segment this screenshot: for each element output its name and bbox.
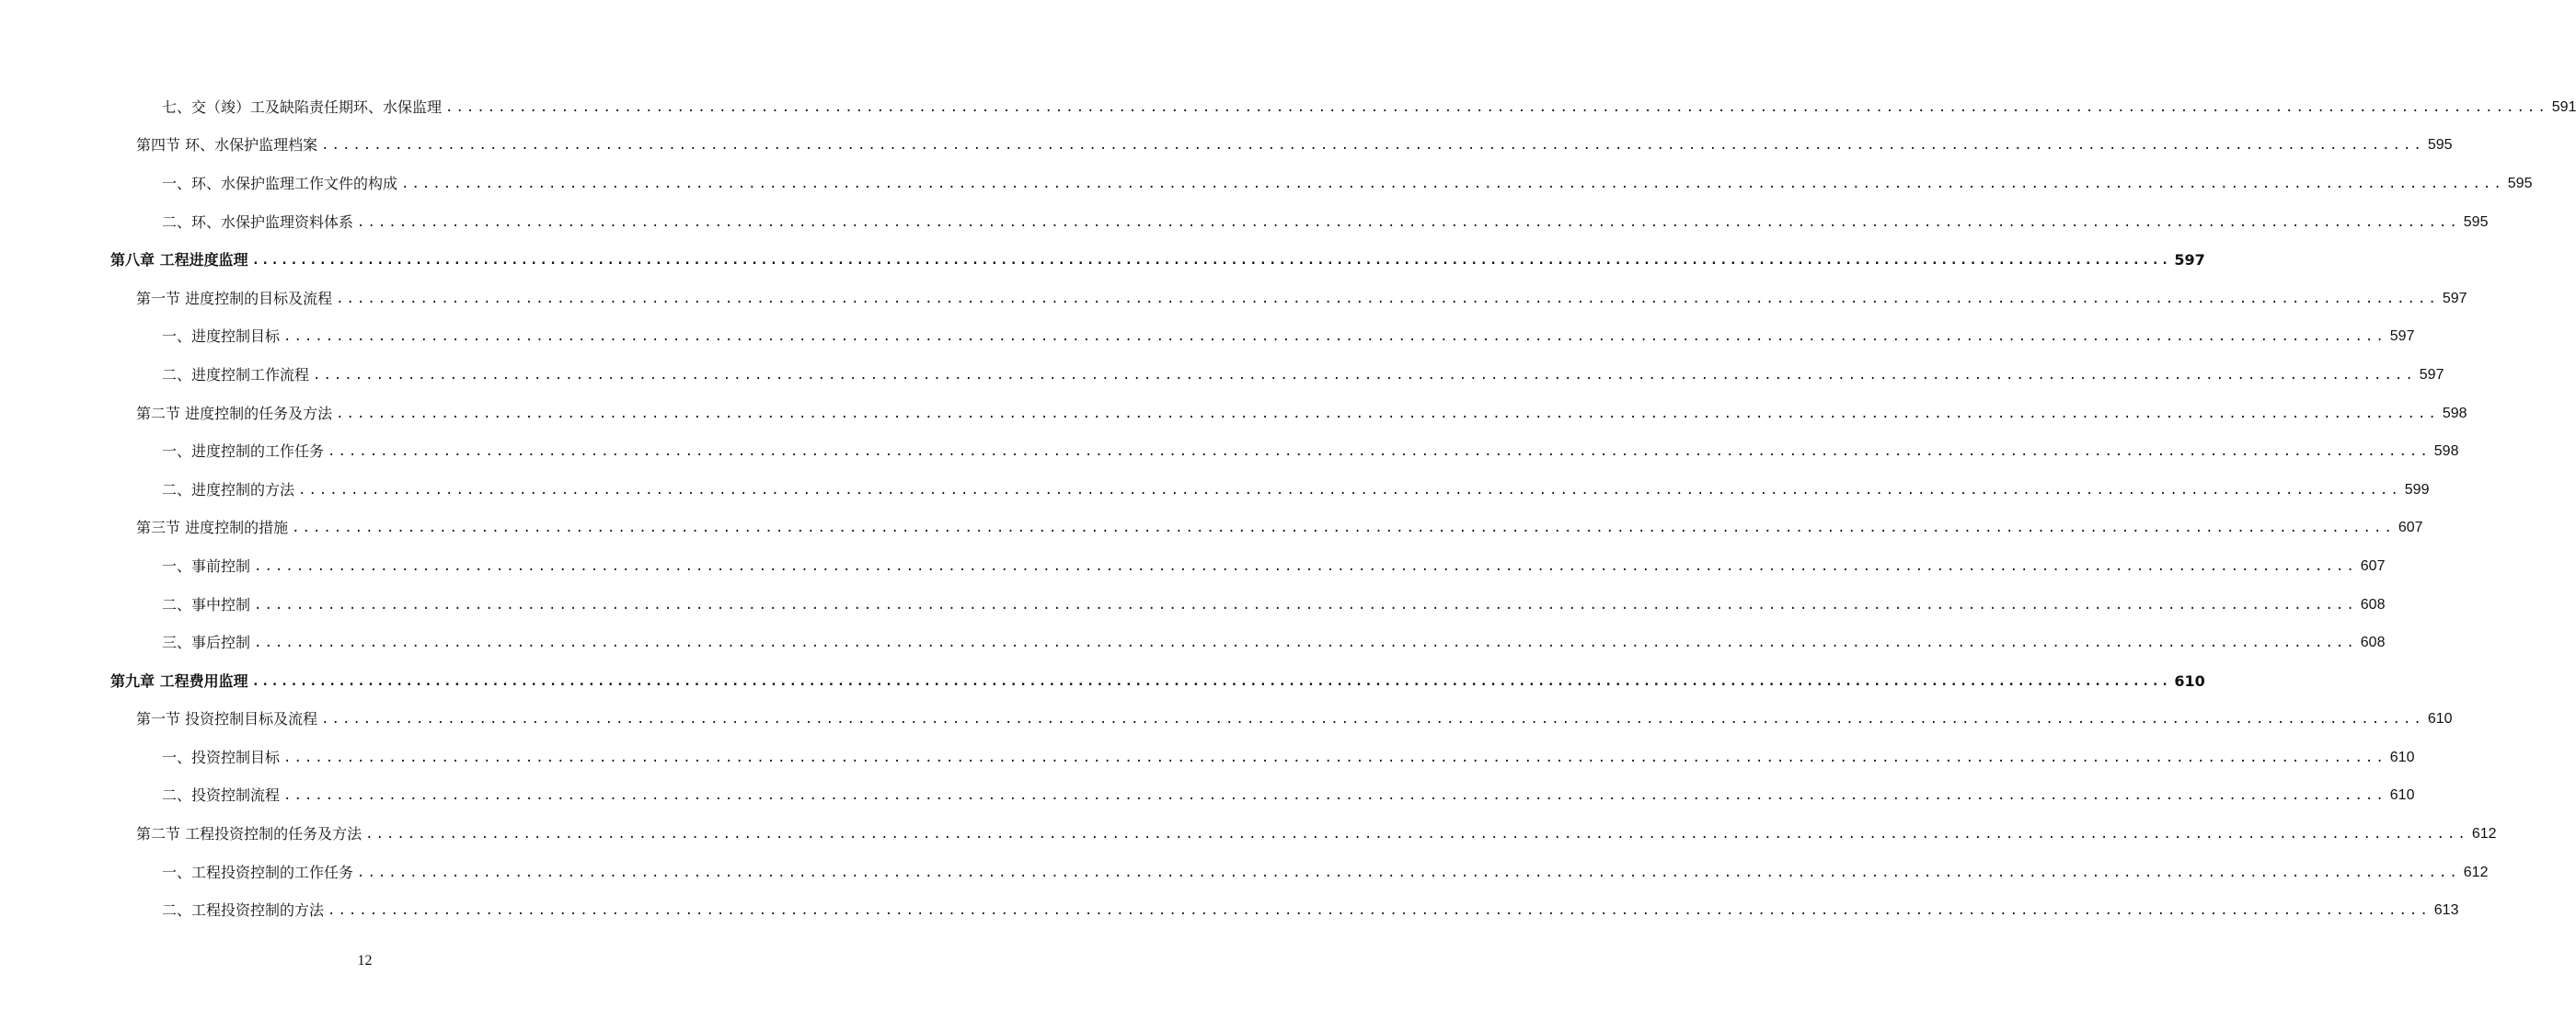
- toc-section-entry: [0, 280, 2467, 318]
- toc-section-entry: [0, 127, 2453, 166]
- toc-dot-leader: ........................................................................................................................................................................................................: [251, 673, 2171, 689]
- toc-entry-page: 597: [2389, 328, 2415, 345]
- toc-dot-leader: ........................................................................................................................................................................................................: [283, 750, 2386, 765]
- toc-entry-title: 一、环、水保护监理工作文件的构成: [162, 174, 398, 192]
- toc-section-entry: [0, 701, 2453, 740]
- toc-entry-title: 第三节 进度控制的措施: [136, 519, 289, 537]
- toc-entry-title: 一、工程投资控制的工作任务: [162, 863, 354, 881]
- toc-entry-page: 597: [2419, 366, 2444, 383]
- toc-entry-page: 598: [2433, 443, 2459, 460]
- toc-dot-leader: ........................................................................................................................................................................................................: [336, 406, 2439, 421]
- toc-dot-leader: ........................................................................................................................................................................................................: [328, 444, 2431, 460]
- toc-entry-page: 598: [2442, 405, 2467, 421]
- toc-entry-title: 第八章 工程进度监理: [110, 251, 248, 269]
- toc-dot-leader: ........................................................................................................................................................................................................: [283, 329, 2386, 345]
- toc-entry-page: 607: [2398, 520, 2423, 536]
- toc-entry-page: 599: [2404, 481, 2430, 498]
- toc-entry-page: 610: [2427, 711, 2453, 728]
- toc-chapter-entry: [0, 662, 2205, 701]
- toc-entry-page: 597: [2442, 290, 2467, 306]
- toc-subsection-entry: [0, 88, 2576, 127]
- toc-dot-leader: ........................................................................................................................................................................................................: [328, 903, 2431, 919]
- toc-entry-title: 第一节 投资控制目标及流程: [136, 710, 318, 728]
- toc-subsection-entry: [0, 547, 2386, 586]
- toc-entry-page: 591: [2551, 98, 2576, 115]
- toc-entry-title: 二、进度控制的方法: [162, 480, 295, 499]
- toc-subsection-entry: [0, 739, 2415, 777]
- toc-entry-page: 610: [2389, 787, 2415, 804]
- toc-entry-title: 第四节 环、水保护监理档案: [136, 136, 318, 155]
- toc-entry-page: 613: [2433, 902, 2459, 919]
- toc-entry-title: 二、环、水保护监理资料体系: [162, 212, 354, 231]
- toc-dot-leader: ........................................................................................................................................................................................................: [357, 865, 2460, 880]
- table-of-contents: [0, 88, 2576, 930]
- toc-entry-page: 595: [2463, 213, 2489, 230]
- toc-dot-leader: ........................................................................................................................................................................................................: [357, 214, 2460, 230]
- toc-section-entry: [0, 510, 2423, 548]
- toc-entry-title: 一、进度控制目标: [162, 327, 281, 346]
- toc-entry-page: 595: [2427, 137, 2453, 154]
- toc-dot-leader: ........................................................................................................................................................................................................: [251, 253, 2171, 269]
- toc-dot-leader: ........................................................................................................................................................................................................: [336, 291, 2439, 306]
- toc-entry-page: 608: [2360, 596, 2386, 613]
- toc-dot-leader: ........................................................................................................................................................................................................: [401, 176, 2504, 191]
- toc-chapter-entry: [0, 241, 2205, 280]
- page-number: 12: [357, 953, 373, 969]
- toc-entry-page: 608: [2360, 635, 2386, 651]
- toc-entry-title: 七、交（竣）工及缺陷责任期环、水保监理: [162, 97, 443, 116]
- toc-dot-leader: ........................................................................................................................................................................................................: [292, 521, 2395, 536]
- toc-entry-title: 一、进度控制的工作任务: [162, 442, 325, 461]
- toc-entry-page: 612: [2471, 826, 2497, 843]
- toc-subsection-entry: [0, 777, 2415, 816]
- toc-dot-leader: ........................................................................................................................................................................................................: [445, 99, 2548, 115]
- toc-subsection-entry: [0, 891, 2459, 930]
- toc-entry-title: 一、投资控制目标: [162, 748, 281, 766]
- toc-dot-leader: ........................................................................................................................................................................................................: [321, 712, 2424, 728]
- toc-entry-title: 二、事中控制: [162, 595, 251, 613]
- toc-entry-page: 597: [2174, 251, 2205, 269]
- toc-entry-title: 二、投资控制流程: [162, 786, 281, 805]
- toc-entry-page: 607: [2360, 557, 2386, 574]
- toc-subsection-entry: [0, 165, 2533, 203]
- toc-entry-title: 二、工程投资控制的方法: [162, 901, 325, 920]
- toc-subsection-entry: [0, 854, 2489, 892]
- toc-subsection-entry: [0, 624, 2386, 662]
- toc-section-entry: [0, 815, 2497, 854]
- toc-subsection-entry: [0, 356, 2444, 395]
- toc-dot-leader: ........................................................................................................................................................................................................: [283, 788, 2386, 804]
- toc-section-entry: [0, 395, 2467, 433]
- toc-subsection-entry: [0, 318, 2415, 357]
- toc-entry-page: 610: [2174, 671, 2205, 690]
- toc-dot-leader: ........................................................................................................................................................................................................: [313, 367, 2416, 383]
- toc-entry-title: 三、事后控制: [162, 634, 251, 652]
- toc-entry-title: 二、进度控制工作流程: [162, 365, 310, 384]
- toc-dot-leader: ........................................................................................................................................................................................................: [254, 558, 2357, 574]
- toc-subsection-entry: [0, 203, 2489, 242]
- toc-dot-leader: ........................................................................................................................................................................................................: [254, 597, 2357, 613]
- toc-entry-title: 第二节 进度控制的任务及方法: [136, 404, 333, 422]
- toc-entry-page: 610: [2389, 749, 2415, 765]
- toc-dot-leader: ........................................................................................................................................................................................................: [298, 482, 2401, 498]
- toc-subsection-entry: [0, 586, 2386, 625]
- toc-dot-leader: ........................................................................................................................................................................................................: [254, 636, 2357, 651]
- toc-dot-leader: ........................................................................................................................................................................................................: [321, 138, 2424, 154]
- toc-entry-title: 第一节 进度控制的目标及流程: [136, 289, 333, 307]
- toc-entry-page: 612: [2463, 864, 2489, 880]
- toc-subsection-entry: [0, 432, 2459, 471]
- toc-entry-title: 第二节 工程投资控制的任务及方法: [136, 825, 362, 843]
- toc-entry-title: 一、事前控制: [162, 556, 251, 575]
- toc-subsection-entry: [0, 471, 2430, 510]
- toc-dot-leader: ........................................................................................................................................................................................................: [365, 827, 2468, 843]
- toc-entry-title: 第九章 工程费用监理: [110, 671, 248, 690]
- toc-entry-page: 595: [2507, 175, 2533, 191]
